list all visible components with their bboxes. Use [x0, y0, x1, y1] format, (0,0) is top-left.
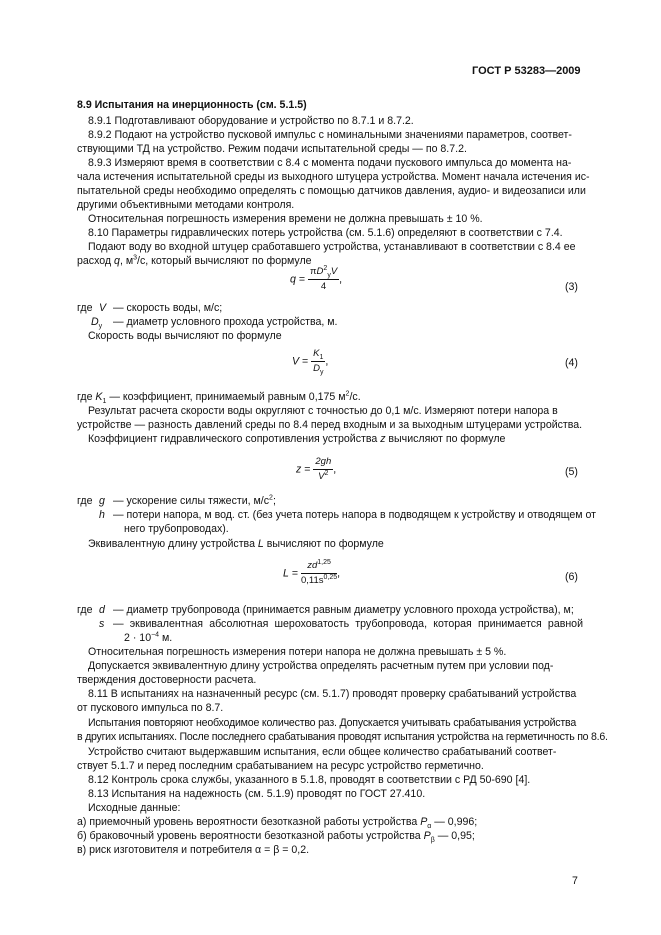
equation-number: (6)	[565, 571, 578, 583]
definition: — диаметр условного прохода устройства, м.	[113, 316, 338, 328]
text-line: пытательной среды необходимо определять с помощью датчиков давления, аудио- и видеозаписи или	[77, 185, 586, 197]
text-line: устройстве — разность давлений среды по 8.4 перед входным и за выходным штуцерами устройства.	[77, 419, 583, 431]
text-line: ствующими ТД на устройство. Режим подачи испытательной среды — по 8.7.2.	[77, 143, 467, 155]
text-line: Результат расчета скорости воды округляют с точностью до 0,1 м/с. Измеряют потери напора в	[88, 405, 558, 417]
text-line: 8.11 В испытаниях на назначенный ресурс (см. 5.1.7) проводят проверку срабатываний устройства	[88, 688, 577, 700]
text-line: 8.13 Испытания на надежность (см. 5.1.9) проводят по ГОСТ 27.410.	[88, 788, 426, 800]
text-line: тверждения достоверности расчета.	[77, 674, 257, 686]
definition: — скорость воды, м/с;	[113, 302, 223, 314]
text-line: 8.10 Параметры гидравлических потерь устройства (см. 5.1.6) определяют в соответствии с 7.4.	[88, 227, 563, 239]
text-line: 8.12 Контроль срока службы, указанного в 5.1.8, проводят в соответствии с РД 50-690 [4].	[88, 774, 531, 786]
text-line: Относительная погрешность измерения потери напора не должна превышать ± 5 %.	[88, 646, 507, 658]
where-label: где	[77, 495, 93, 507]
symbol: $D_у$	[91, 316, 103, 331]
text-line: Испытания повторяют необходимое количество раз. Допускается учитывать срабатывания устройства	[88, 717, 577, 729]
text-line: Допускается эквивалентную длину устройства определять расчетным путем при условии под-	[88, 660, 554, 672]
definition: — потери напора, м вод. ст. (без учета потерь напора в подводящем к устройству и отводящем от	[113, 509, 597, 521]
formula-3: q = $\frac{\pi D^2_уV}{4}$ ,	[290, 264, 343, 292]
text-line: расход q, $м^3/с$, который вычисляют по формуле	[77, 254, 312, 267]
text-line: от пускового импульса по 8.7.	[77, 702, 224, 714]
definition: $2 \cdot 10^{-4}$ м.	[124, 631, 173, 644]
text-line: Эквивалентную длину устройства L вычисляют по формуле	[88, 538, 384, 550]
symbol: V	[99, 302, 107, 314]
symbol: g	[99, 495, 105, 507]
text-line: 8.9.2 Подают на устройство пусковой импульс с номинальными значениями параметров, соответ-	[88, 129, 572, 141]
text-line: Устройство считают выдержавшим испытания, если общее количество срабатываний соответ-	[88, 746, 557, 758]
formula-5: z = $\frac{2gh}{V^2}$ ,	[296, 456, 337, 482]
symbol: s	[99, 618, 105, 630]
formula-6: L = $\frac{zd^{1,25}}{0,11s^{0,25}}$ ,	[283, 558, 341, 586]
text-line: в) риск изготовителя и потребителя α = β = 0,2.	[77, 844, 310, 856]
text-line: Коэффициент гидравлического сопротивления устройства z вычисляют по формуле	[88, 433, 506, 445]
page-number: 7	[572, 875, 578, 887]
where-label: где	[77, 302, 93, 314]
definition: него трубопроводах).	[124, 523, 229, 535]
text-line: Скорость воды вычисляют по формуле	[88, 330, 282, 342]
text-line: 8.9.3 Измеряют время в соответствии с 8.4 с момента подачи пускового импульса до момента на-	[88, 157, 572, 169]
text-line: Исходные данные:	[88, 802, 181, 814]
equation-number: (5)	[565, 466, 578, 478]
text-line: где $K_1$ — коэффициент, принимаемый равным 0,175 $м^2/с$.	[77, 390, 361, 406]
text-line: ствует 5.1.7 и перед последним срабатыванием на ресурс устройство герметично.	[77, 760, 484, 772]
text-line: б) браковочный уровень вероятности безотказной работы устройства $P_\beta$ — 0,95;	[77, 830, 475, 845]
text-line: а) приемочный уровень вероятности безотказной работы устройства $P_\alpha$ — 0,996;	[77, 816, 478, 831]
definition: — эквивалентная абсолютная шероховатость трубопровода, которая принимается равной	[113, 618, 583, 630]
standard-header: ГОСТ Р 53283—2009	[472, 65, 581, 77]
text-line: Относительная погрешность измерения времени не должна превышать ± 10 %.	[88, 213, 483, 225]
section-title: 8.9 Испытания на инерционность (см. 5.1.5)	[77, 99, 307, 111]
symbol: d	[99, 604, 105, 616]
text-line: другими объективными методами контроля.	[77, 199, 295, 211]
formula-4: V = $\frac{K_1}{D_у}$ ,	[292, 348, 329, 376]
where-label: где	[77, 604, 93, 616]
equation-number: (4)	[565, 357, 578, 369]
definition: — диаметр трубопровода (принимается равным диаметру условного прохода устройства), м;	[113, 604, 574, 616]
text-line: Подают воду во входной штуцер сработавшего устройства, устанавливают в соответствии с 8.4 ее	[88, 241, 576, 253]
text-line: в других испытаниях. После последнего срабатывания проводят испытания устройства на герметичность по 8.6.	[77, 731, 608, 743]
symbol: h	[99, 509, 105, 521]
text-line: чала истечения испытательной среды из выходного штуцера устройства. Момент начала истечения ис-	[77, 171, 590, 183]
definition: — ускорение силы тяжести, $м/с^2$;	[113, 494, 276, 507]
text-line: 8.9.1 Подготавливают оборудование и устройство по 8.7.1 и 8.7.2.	[88, 115, 414, 127]
equation-number: (3)	[565, 281, 578, 293]
